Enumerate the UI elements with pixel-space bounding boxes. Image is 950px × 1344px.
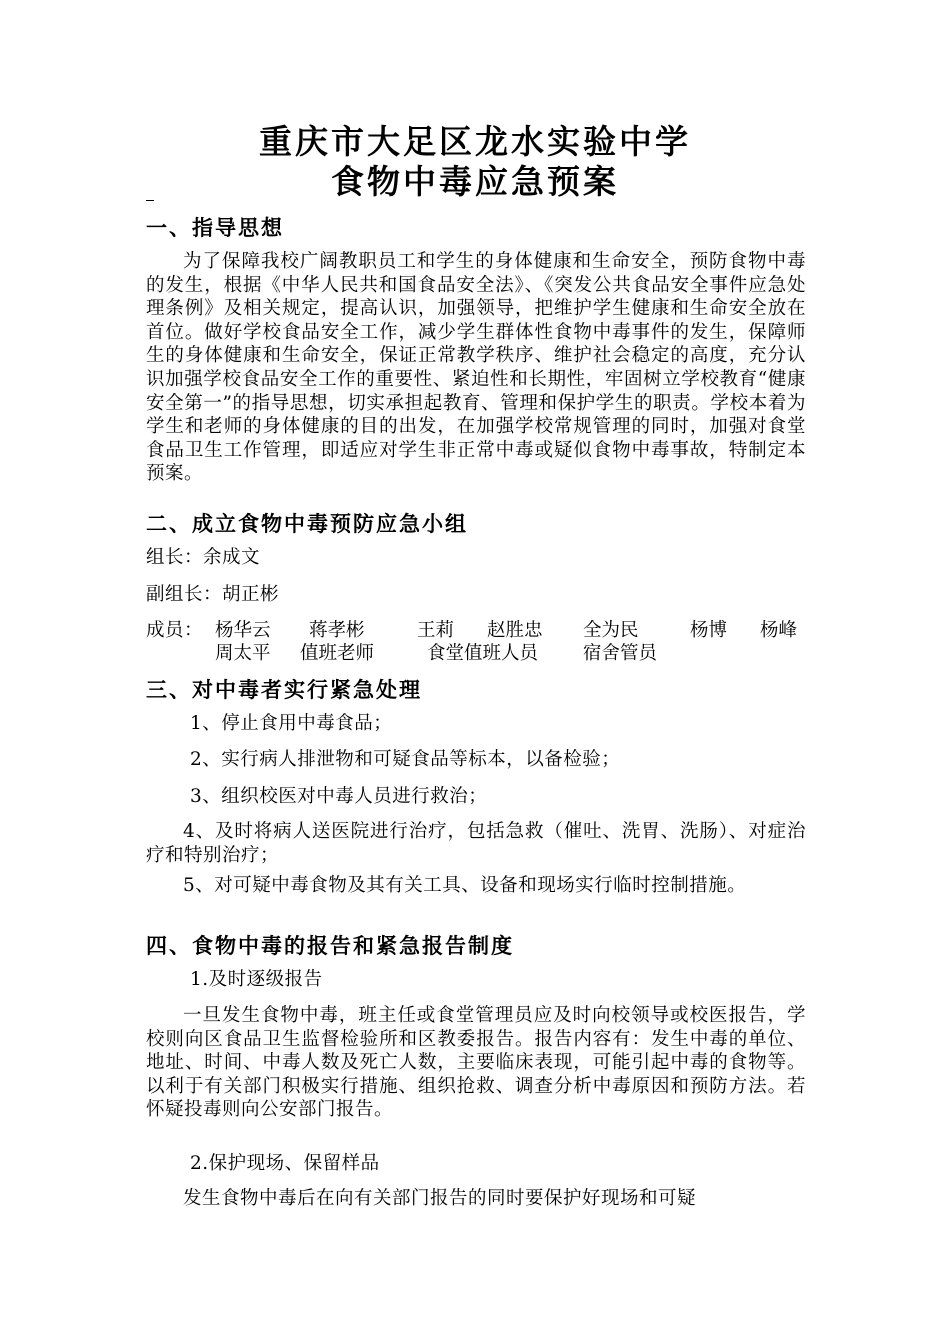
- document-title-line-2: 食物中毒应急预案: [331, 162, 619, 201]
- members-label: 成员：: [146, 620, 204, 641]
- emergency-step: 1、停止食用中毒食品；: [190, 713, 393, 734]
- subheading-report: 1.及时逐级报告: [190, 969, 323, 990]
- report-paragraph: 一旦发生食物中毒，班主任或食堂管理员应及时向校领导或校医报告，学校则向区食品卫生监督检验所和区教委报告。报告内容有：发生中毒的单位、地址、时间、中毒人数及死亡人数，主要临床表现，可能引起中毒的食物等。以利于有关部门积极实行措施、组织抢救、调查分析中毒原因和预防方法。若怀疑投毒则向公安部门报告。: [146, 1005, 806, 1121]
- document-title-line-1: 重庆市大足区龙水实验中学: [259, 122, 691, 161]
- member-name: 值班老师: [300, 643, 375, 664]
- member-name: 王莉: [417, 620, 455, 641]
- section-1-paragraph: 为了保障我校广阔教职员工和学生的身体健康和生命安全，预防食物中毒的发生，根据《中华人民共和国食品安全法》、《突发公共食品安全事件应急处理条例》及相关规定，提高认识，加强领导，把维护学生健康和生命安全放在首位。做好学校食品安全工作，减少学生群体性食物中毒事件的发生，保障师生的身体健康和生命安全，保证正常教学秩序、维护社会稳定的高度，充分认识加强学校食品安全工作的重要性、紧迫性和长期性，牢固树立学校教育“健康安全第一”的指导思想，切实承担起教育、管理和保护学生的职责。学校本着为学生和老师的身体健康的目的出发，在加强学校常规管理的同时，加强对食堂食品卫生工作管理，即适应对学生非正常中毒或疑似食物中毒事故，特制定本预案。: [146, 251, 806, 485]
- emergency-step: 4、及时将病人送医院进行治疗，包括急救（催吐、洗胃、洗肠）、对症治疗和特别治疗；: [146, 821, 806, 866]
- subheading-protect-scene: 2.保护现场、保留样品: [190, 1153, 380, 1174]
- emergency-step: 5、对可疑中毒食物及其有关工具、设备和现场实行临时控制措施。: [183, 875, 747, 896]
- member-name: 周太平: [215, 643, 271, 664]
- emergency-step: 2、实行病人排泄物和可疑食品等标本，以备检验；: [190, 749, 621, 770]
- deputy-leader: 副组长：胡正彬: [146, 584, 280, 605]
- section-2-heading: 二、成立食物中毒预防应急小组: [146, 512, 468, 536]
- member-name: 全为民: [583, 620, 639, 641]
- member-name: 杨博: [690, 620, 728, 641]
- member-name: 赵胜忠: [487, 620, 543, 641]
- member-name: 杨峰: [760, 620, 798, 641]
- member-name: 食堂值班人员: [427, 643, 539, 664]
- member-name: 蒋孝彬: [309, 620, 365, 641]
- dash-mark: [146, 200, 154, 201]
- member-name: 杨华云: [215, 620, 271, 641]
- emergency-step: 3、组织校医对中毒人员进行救治；: [190, 786, 488, 807]
- member-name: 宿舍管员: [583, 643, 658, 664]
- protect-scene-paragraph: 发生食物中毒后在向有关部门报告的同时要保护好现场和可疑: [183, 1188, 697, 1209]
- section-3-heading: 三、对中毒者实行紧急处理: [146, 678, 422, 702]
- section-1-heading: 一、指导思想: [146, 216, 284, 240]
- group-leader: 组长：余成文: [146, 547, 261, 568]
- section-4-heading: 四、食物中毒的报告和紧急报告制度: [146, 934, 514, 958]
